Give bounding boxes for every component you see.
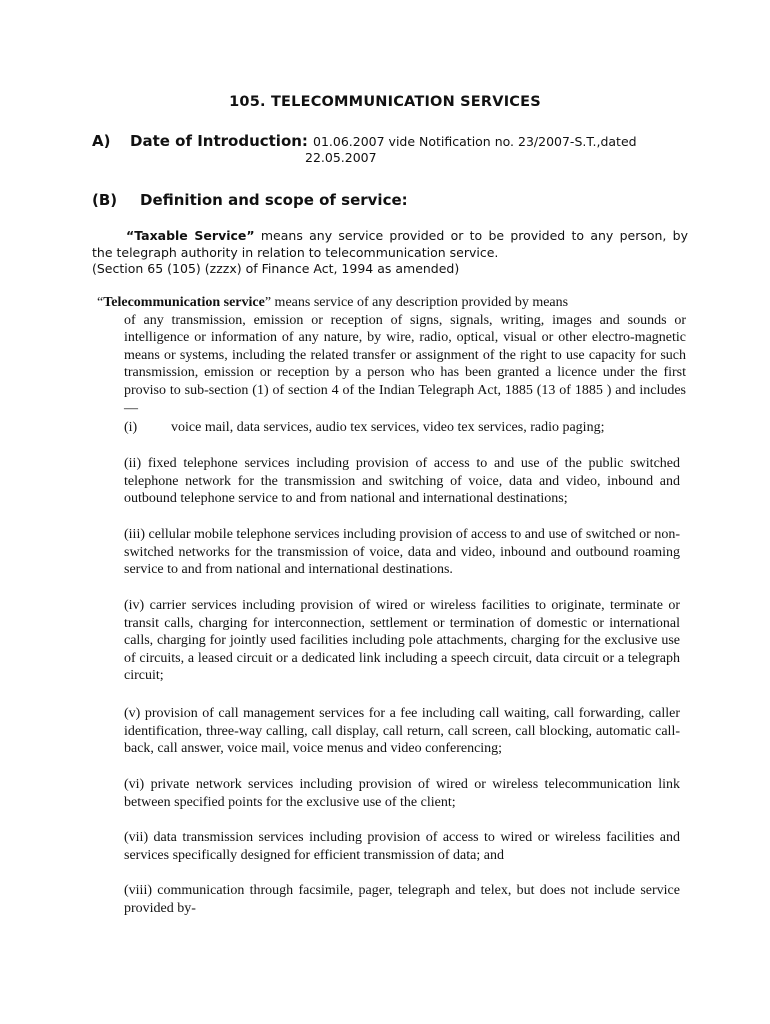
item-v: (v) provision of call management services for a fee including call waiting, call forwarding, caller identification, three-way calling, call display, call return, call screen, call blocking, automatic call-back, call answer, voice mail, voice menus and video conferencing; bbox=[124, 706, 680, 757]
taxable-service-definition bbox=[92, 228, 688, 278]
item-i-text: voice mail, data services, audio tex services, video tex services, radio paging; bbox=[171, 420, 605, 435]
section-a-heading: Date of Introduction: bbox=[130, 132, 308, 150]
item-iv: (iv) carrier services including provision of wired or wireless facilities to originate, terminate or transit calls, charging for interconnection, settlement or termination of domestic or international calls, charging for jointly used facilities including pole attachments, charging for the exclusive use of circuits, a leased circuit or a dedicated link including a speech circuit, data circuit or a telegraph circuit; bbox=[124, 598, 680, 684]
item-i-label: (i) bbox=[124, 420, 138, 435]
definition-first-line-rest: ” means service of any description provided by means bbox=[264, 295, 569, 310]
item-vi: (vi) private network services including provision of wired or wireless telecommunication link between specified points for the exclusive use of the client; bbox=[124, 777, 680, 810]
definition-body: of any transmission, emission or reception of signs, signals, writing, images and sounds or intelligence or information of any nature, by wire, radio, optical, visual or other electro-magnetic means or systems, including the related transfer or assignment of the right to use capacity for such transmission, emission or reception by a person who has been granted a licence under the first proviso to sub-section (1) of section 4 of the Indian Telegraph Act, 1885 (13 of 1885 ) and includes— bbox=[124, 312, 686, 416]
telecom-service-definition bbox=[92, 294, 686, 417]
page-title: 105. TELECOMMUNICATION SERVICES bbox=[229, 94, 541, 110]
introduction-date-line2: 22.05.2007 bbox=[305, 150, 377, 165]
item-viii: (viii) communication through facsimile, pager, telegraph and telex, but does not include service provided by- bbox=[124, 883, 680, 916]
taxable-term: “Taxable Service” bbox=[126, 228, 255, 243]
item-vii: (vii) data transmission services including provision of access to wired or wireless facilities and services specifically designed for efficient transmission of data; and bbox=[124, 830, 680, 863]
section-b-heading: Definition and scope of service: bbox=[140, 191, 408, 209]
item-iii: (iii) cellular mobile telephone services including provision of access to and use of switched or non-switched networks for the transmission of voice, data and video, inbound and outbound roaming service to and from national and international destinations. bbox=[124, 527, 680, 578]
section-a-label: A) bbox=[92, 132, 111, 150]
section-b-label: (B) bbox=[92, 191, 118, 209]
definition-first-line bbox=[92, 294, 686, 312]
taxable-line2: the telegraph authority in relation to telecommunication service. bbox=[92, 244, 499, 260]
definition-open-quote: “ bbox=[97, 295, 104, 310]
taxable-line3: (Section 65 (105) (zzzx) of Finance Act, 1994 as amended) bbox=[92, 261, 460, 276]
item-ii: (ii) fixed telephone services including provision of access to and use of the public switched telephone network for the transmission and switching of voice, data and video, inbound and outbound telephone service to and from national and international destinations; bbox=[124, 456, 680, 507]
definition-term: Telecommunication service bbox=[103, 295, 265, 310]
introduction-date-line1: 01.06.2007 vide Notification no. 23/2007-S.T.,dated bbox=[313, 134, 637, 149]
taxable-line1-rest: means any service provided or to be provided to any person, by bbox=[254, 228, 688, 243]
taxable-line1 bbox=[92, 228, 688, 245]
